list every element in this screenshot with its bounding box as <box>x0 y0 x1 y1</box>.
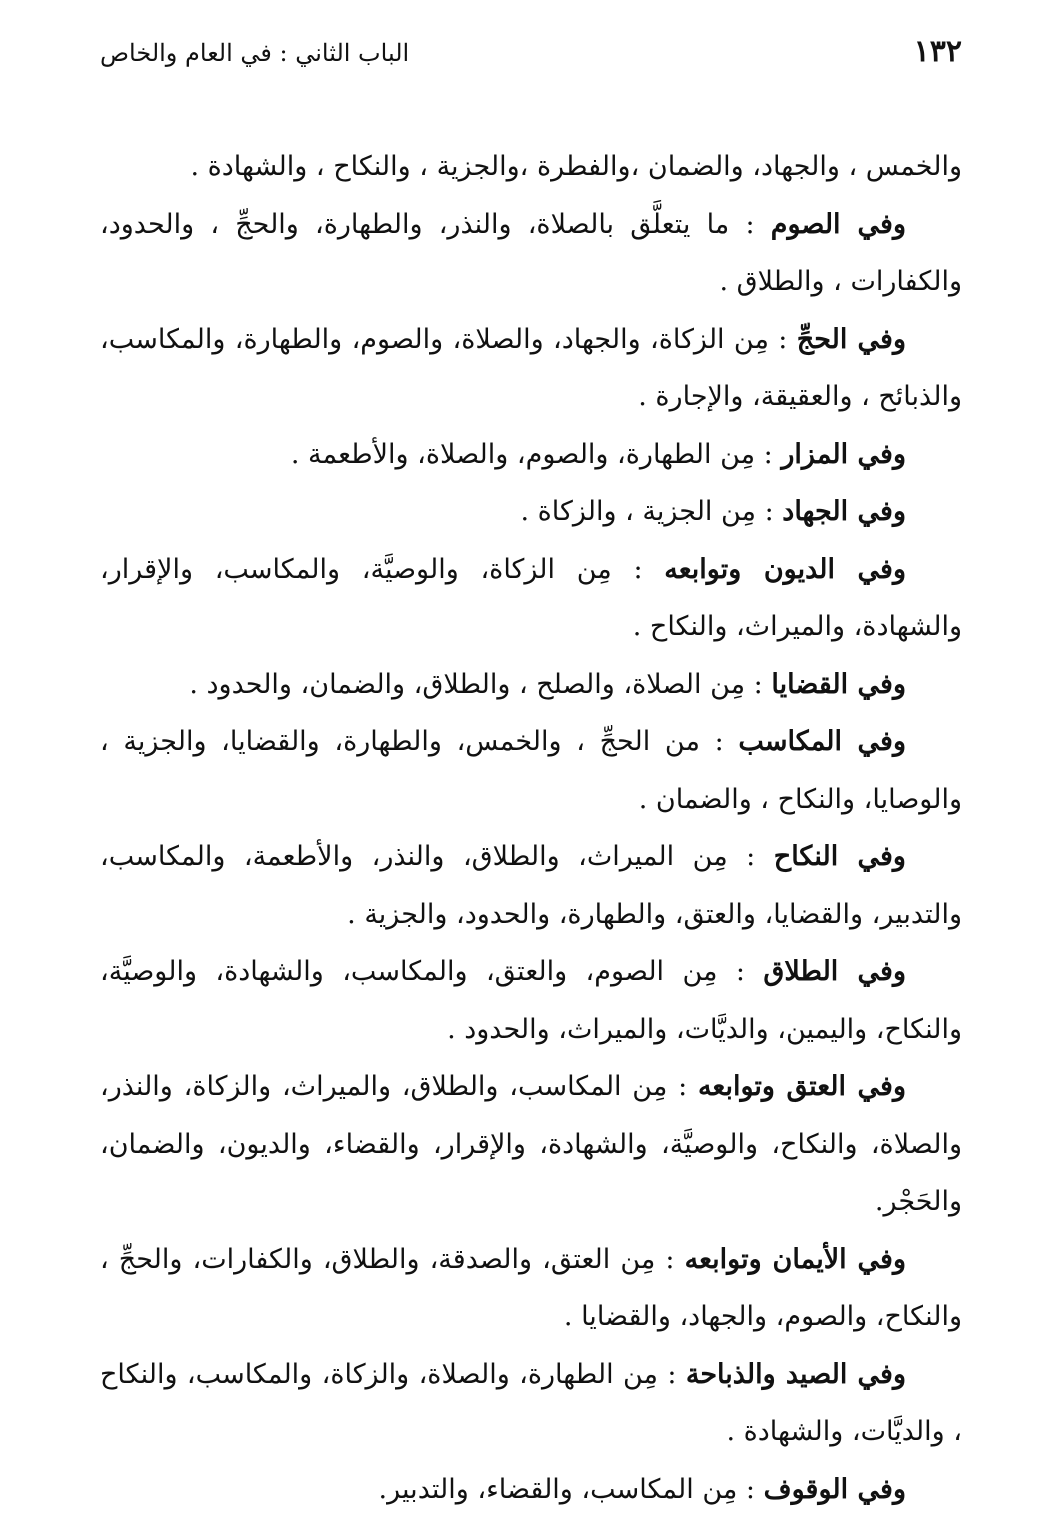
entry-hajj <box>100 311 962 426</box>
entry-text: : مِن الطهارة، والصوم، والصلاة، والأطعمة . <box>290 438 773 470</box>
entry-text: : مِن الميراث، والطلاق، والنذر، والأطعمة، والمكاسب، والتدبير، والقضايا، والعتق، والطهارة، والحدود، والجزية . <box>100 841 962 930</box>
entry-earnings <box>100 713 962 828</box>
entry-title: وفي الديون وتوابعه <box>664 553 906 585</box>
entry-text: : مِن الزكاة، والوصيَّة، والمكاسب، والإقرار، والشهادة، والميراث، والنكاح . <box>100 553 962 642</box>
entry-text: : مِن الجزية ، والزكاة . <box>520 496 774 527</box>
entry-marriage <box>100 828 962 943</box>
entry-title: وفي القضايا <box>771 668 906 700</box>
entry-title: وفي المكاسب <box>738 726 906 757</box>
entry-jihad <box>100 483 962 541</box>
entry-title: وفي الصوم <box>770 208 906 240</box>
entry-title: وفي الجهاد <box>782 496 906 527</box>
entry-fasting <box>100 196 962 311</box>
entry-text: : من الحجِّ ، والخمس، والطهارة، والقضايا، والجزية ، والوصايا، والنكاح ، والضمان . <box>100 726 962 815</box>
entry-text: : مِن الزكاة، والجهاد، والصلاة، والصوم، والطهارة، والمكاسب، والذبائح ، والعقيقة، والإجارة . <box>100 323 962 412</box>
entry-oaths <box>100 1231 962 1346</box>
entry-debts <box>100 541 962 656</box>
entry-mazar <box>100 426 962 484</box>
page-number: ١٣٢ <box>913 34 962 69</box>
entry-text: : مِن الصوم، والعتق، والمكاسب، والشهادة، والوصيَّة، والنكاح، واليمين، والديَّات، والميراث، والحدود . <box>100 956 962 1045</box>
entry-title: وفي العتق وتوابعه <box>697 1071 906 1102</box>
entry-text: : مِن الصلاة، والصلح ، والطلاق، والضمان، والحدود . <box>189 668 763 700</box>
entry-text: : مِن المكاسب، والقضاء، والتدبير. <box>378 1473 756 1505</box>
entry-title: وفي النكاح <box>773 841 906 872</box>
entry-judgments <box>100 656 962 714</box>
entry-divorce <box>100 943 962 1058</box>
entry-hunting <box>100 1346 962 1461</box>
entry-text: : مِن المكاسب، والطلاق، والميراث، والزكاة، والنذر، والصلاة، والنكاح، والوصيَّة، والشهادة، والإقرار، والقضاء، والديون، والضمان، والحَجْر. <box>100 1071 962 1217</box>
entry-text: : ما يتعلَّق بالصلاة، والنذر، والطهارة، والحجِّ ، والحدود، والكفارات ، والطلاق . <box>100 208 962 297</box>
entry-text: : مِن الطهارة، والصلاة، والزكاة، والمكاسب، والنكاح ، والديَّات، والشهادة . <box>100 1358 962 1447</box>
entry-text: والخمس ، والجهاد، والضمان ،والفطرة ،والجزية ، والنكاح ، والشهادة . <box>190 151 962 182</box>
page-body <box>100 138 962 1518</box>
running-title: الباب الثاني : في العام والخاص <box>100 39 410 67</box>
entry-title: وفي الصيد والذباحة <box>685 1358 906 1390</box>
entry-manumission <box>100 1058 962 1231</box>
entry-title: وفي المزار <box>781 438 906 470</box>
entry-title: وفي الطلاق <box>763 956 906 987</box>
page-header <box>100 34 962 90</box>
entry-text: : مِن العتق، والصدقة، والطلاق، والكفارات، والحجِّ ، والنكاح، والصوم، والجهاد، والقضايا . <box>100 1243 962 1332</box>
entry-title: وفي الأيمان وتوابعه <box>684 1243 906 1275</box>
paragraph-continuation <box>100 138 962 196</box>
entry-title: وفي الحجِّ <box>796 323 906 355</box>
entry-endowments <box>100 1461 962 1519</box>
entry-title: وفي الوقوف <box>763 1473 906 1505</box>
